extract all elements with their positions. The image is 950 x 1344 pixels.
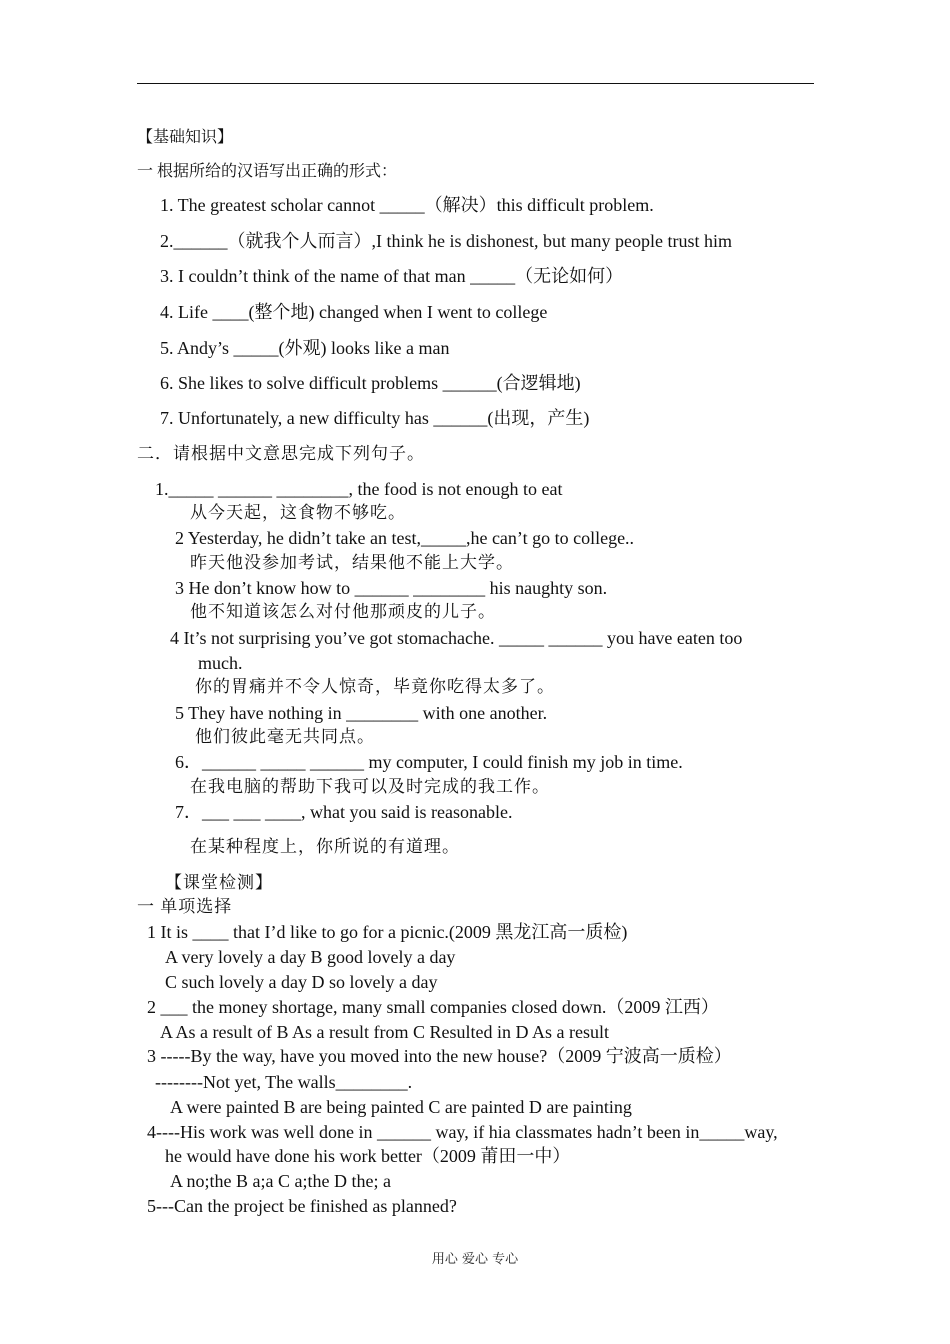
text-line: 4----His work was well done in ______ way, if hia classmates hadn’t been in_____way, [147, 1122, 778, 1142]
text-line: A no;the B a;a C a;the D the; a [170, 1171, 391, 1191]
text-line: C such lovely a day D so lovely a day [165, 972, 438, 992]
text-line: 【基础知识】 [137, 129, 234, 146]
text-line: 昨天他没参加考试，结果他不能上大学。 [190, 553, 514, 572]
text-line: 6. She likes to solve difficult problems ______(合逻辑地) [160, 373, 581, 393]
text-line: 在我电脑的帮助下我可以及时完成的我工作。 [190, 777, 550, 796]
text-line: 3. I couldn’t think of the name of that man _____（无论如何） [160, 266, 624, 286]
text-line: 4. Life ____(整个地) changed when I went to college [160, 302, 548, 322]
text-line: 在某种程度上，你所说的有道理。 [190, 837, 460, 856]
text-line: 5---Can the project be finished as planned? [147, 1196, 457, 1216]
text-line: 7. Unfortunately, a new difficulty has ______(出现，产生) [160, 408, 590, 428]
text-line: A very lovely a day B good lovely a day [165, 947, 456, 967]
text-line: 从今天起，这食物不够吃。 [190, 503, 406, 522]
text-line: --------Not yet, The walls________. [155, 1072, 413, 1092]
text-line: 5. Andy’s _____(外观) looks like a man [160, 338, 450, 358]
text-line: 4 It’s not surprising you’ve got stomachache. _____ ______ you have eaten too [170, 628, 743, 648]
text-line: 1._____ ______ ________, the food is not enough to eat [155, 479, 563, 499]
text-line: A were painted B are being painted C are painted D are painting [170, 1097, 632, 1117]
header-rule [137, 83, 814, 84]
text-line: 2.______（就我个人而言）,I think he is dishonest, but many people trust him [160, 231, 732, 251]
text-line: 1 It is ____ that I’d like to go for a picnic.(2009 黑龙江高一质检) [147, 922, 628, 942]
text-line: 你的胃痛并不令人惊奇，毕竟你吃得太多了。 [195, 677, 555, 696]
text-line: A As a result of B As a result from C Resulted in D As a result [160, 1022, 609, 1042]
text-line: much. [198, 653, 243, 673]
text-line: 一 根据所给的汉语写出正确的形式： [137, 163, 398, 180]
text-line: 2 ___ the money shortage, many small companies closed down.（2009 江西） [147, 997, 719, 1017]
text-line: 他们彼此毫无共同点。 [195, 727, 375, 746]
text-line: 二．请根据中文意思完成下列句子。 [137, 444, 425, 463]
text-line: 3 -----By the way, have you moved into the new house?（2009 宁波高一质检） [147, 1046, 732, 1066]
text-line: 7．___ ___ ____, what you said is reasonable. [175, 802, 513, 822]
text-line: he would have done his work better（2009 莆田一中） [165, 1146, 571, 1166]
text-line: 6．______ _____ ______ my computer, I could finish my job in time. [175, 752, 683, 772]
text-line: 一 单项选择 [137, 897, 233, 916]
text-line: 他不知道该怎么对付他那顽皮的儿子。 [190, 602, 496, 621]
text-line: 3 He don’t know how to ______ ________ his naughty son. [175, 578, 608, 598]
text-line: 1. The greatest scholar cannot _____（解决）this difficult problem. [160, 195, 654, 215]
text-line: 【课堂检测】 [165, 873, 273, 892]
text-line: 5 They have nothing in ________ with one another. [175, 703, 548, 723]
page-footer: 用心 爱心 专心 [431, 1252, 519, 1267]
text-line: 2 Yesterday, he didn’t take an test,_____,he can’t go to college.. [175, 528, 635, 548]
